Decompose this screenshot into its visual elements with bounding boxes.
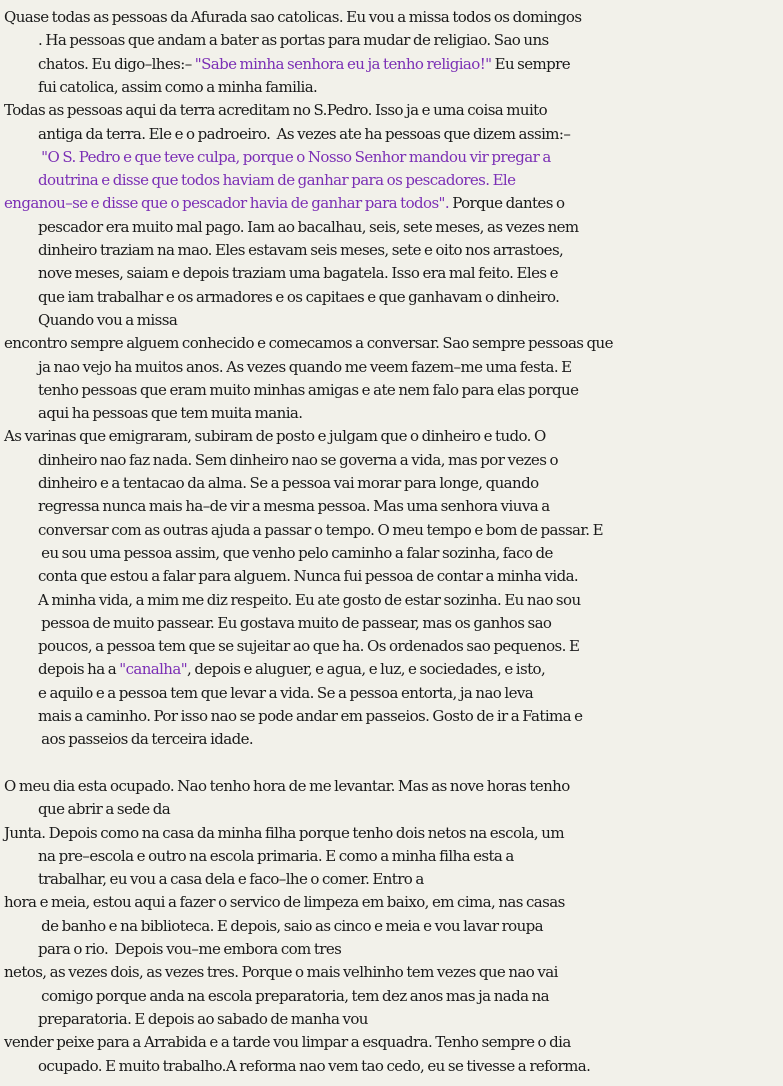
text-line	[4, 332, 783, 355]
text-segment: pescador era muito mal pago. Iam ao bacalhau, seis, sete meses, as vezes nem	[38, 217, 579, 236]
text-line	[38, 682, 783, 705]
text-segment: comigo porque anda na escola preparatoria, tem dez anos mas ja nada na	[38, 986, 550, 1005]
text-segment: depois ha a	[38, 660, 120, 679]
text-segment: encontro sempre alguem conhecido e comecamos a conversar. Sao sempre pessoas que	[4, 334, 613, 353]
text-line	[4, 1031, 783, 1054]
text-line	[38, 542, 783, 565]
text-segment: poucos, a pessoa tem que se sujeitar ao que ha. Os ordenados sao pequenos. E	[38, 637, 580, 656]
text-line	[38, 286, 783, 309]
text-segment: Porque dantes o	[449, 194, 565, 213]
text-segment: As varinas que emigraram, subiram de posto e julgam que o dinheiro e tudo. O	[4, 427, 546, 446]
text-line	[38, 76, 783, 99]
text-segment: dinheiro nao faz nada. Sem dinheiro nao se governa a vida, mas por vezes o	[38, 450, 558, 469]
text-line	[38, 1008, 783, 1031]
text-segment: dinheiro e a tentacao da alma. Se a pessoa vai morar para longe, quando	[38, 474, 539, 492]
text-line	[38, 472, 783, 495]
text-line	[38, 589, 783, 612]
text-segment: que iam trabalhar e os armadores e os capitaes e que ganhavam o dinheiro.	[38, 287, 560, 306]
text-segment: Eu sempre	[491, 54, 571, 73]
text-segment: conversar com as outras ajuda a passar o tempo. O meu tempo e bom de passar. E	[38, 520, 603, 539]
text-line	[4, 961, 783, 984]
text-segment: e aquilo e a pessoa tem que levar a vida. Se a pessoa entorta, ja nao leva	[38, 683, 534, 702]
text-line	[4, 99, 783, 122]
text-segment: de banho e na biblioteca. E depois, saio as cinco e meia e vou lavar roupa	[38, 916, 544, 935]
text-line	[38, 356, 783, 379]
text-segment: trabalhar, eu vou a casa dela e faco–lhe o comer. Entro a	[38, 870, 424, 889]
text-segment: Todas as pessoas aqui da terra acreditam no S.Pedro. Isso ja e uma coisa muito	[4, 101, 548, 120]
quoted-text: "O S. Pedro e que teve culpa, porque o Nosso Senhor mandou vir pregar a	[38, 147, 551, 166]
text-segment: Quase todas as pessoas da Afurada sao catolicas. Eu vou a missa todos os domingos	[4, 8, 582, 26]
text-segment: aqui ha pessoas que tem muita mania.	[38, 404, 303, 423]
text-line	[4, 6, 783, 29]
text-segment: nove meses, saiam e depois traziam uma bagatela. Isso era mal feito. Eles e	[38, 264, 558, 283]
text-segment: pessoa de muito passear. Eu gostava muito de passear, mas os ganhos sao	[38, 613, 552, 632]
text-line	[38, 798, 783, 821]
text-line	[38, 658, 783, 681]
text-line	[38, 495, 783, 518]
text-line	[38, 612, 783, 635]
text-segment: conta que estou a falar para alguem. Nunca fui pessoa de contar a minha vida.	[38, 567, 579, 586]
text-segment: A minha vida, a mim me diz respeito. Eu ate gosto de estar sozinha. Eu nao sou	[38, 590, 581, 609]
text-segment: regressa nunca mais ha–de vir a mesma pessoa. Mas uma senhora viuva a	[38, 497, 550, 516]
text-segment: mais a caminho. Por isso nao se pode andar em passeios. Gosto de ir a Fatima e	[38, 707, 583, 725]
text-line	[38, 262, 783, 285]
text-segment: aos passeios da terceira idade.	[38, 730, 254, 749]
text-segment: ocupado. E muito trabalho.A reforma nao vem tao cedo, eu se tivesse a reforma.	[38, 1056, 591, 1075]
text-segment: na pre–escola e outro na escola primaria. E como a minha filha esta a	[38, 846, 514, 865]
text-line	[38, 915, 783, 938]
text-line	[38, 146, 783, 169]
text-line	[4, 775, 783, 798]
text-line	[38, 449, 783, 472]
text-segment: dinheiro traziam na mao. Eles estavam seis meses, sete e oito nos arrastoes,	[38, 241, 564, 259]
text-line	[4, 891, 783, 914]
text-segment: eu sou uma pessoa assim, que venho pelo caminho a falar sozinha, faco de	[38, 543, 553, 562]
text-line	[38, 938, 783, 961]
text-line	[38, 519, 783, 542]
text-line	[38, 379, 783, 402]
text-segment: fui catolica, assim como a minha familia.	[38, 77, 318, 96]
text-line	[38, 169, 783, 192]
text-line	[38, 565, 783, 588]
quoted-text: "canalha"	[119, 660, 188, 679]
text-line	[38, 29, 783, 52]
text-segment: para o rio. Depois vou–me embora com tres	[38, 940, 342, 958]
text-segment: O meu dia esta ocupado. Nao tenho hora de me levantar. Mas as nove horas tenho	[4, 776, 570, 795]
text-segment: que abrir a sede da	[38, 800, 171, 819]
text-segment: netos, as vezes dois, as vezes tres. Porque o mais velhinho tem vezes que nao vai	[4, 963, 558, 982]
text-line	[4, 425, 783, 448]
text-line	[38, 53, 783, 76]
text-line	[38, 239, 783, 262]
text-segment: chatos. Eu digo–lhes:–	[38, 54, 195, 73]
quoted-text: enganou–se e disse que o pescador havia de ganhar para todos".	[4, 194, 450, 213]
text-segment: hora e meia, estou aqui a fazer o servico de limpeza em baixo, em cima, nas casas	[4, 893, 565, 912]
text-line	[38, 216, 783, 239]
text-line	[38, 123, 783, 146]
text-line	[38, 309, 783, 332]
text-line	[38, 845, 783, 868]
text-line	[38, 728, 783, 751]
quoted-text: "Sabe minha senhora eu ja tenho religiao!"	[194, 54, 492, 73]
text-segment: Junta. Depois como na casa da minha filha porque tenho dois netos na escola, um	[4, 823, 564, 842]
text-line	[38, 985, 783, 1008]
text-line	[38, 635, 783, 658]
text-segment: , depois e aluguer, e agua, e luz, e sociedades, e isto,	[187, 660, 546, 679]
text-line	[38, 868, 783, 891]
text-line	[38, 705, 783, 728]
text-segment: . Ha pessoas que andam a bater as portas para mudar de religiao. Sao uns	[38, 31, 549, 50]
quoted-text: doutrina e disse que todos haviam de ganhar para os pescadores. Ele	[38, 171, 516, 190]
text-line	[38, 1055, 783, 1078]
text-line	[4, 822, 783, 845]
text-line	[38, 402, 783, 425]
text-segment: ja nao vejo ha muitos anos. As vezes quando me veem fazem–me uma festa. E	[38, 357, 572, 376]
text-segment: tenho pessoas que eram muito minhas amigas e ate nem falo para elas porque	[38, 380, 579, 399]
text-segment: preparatoria. E depois ao sabado de manha vou	[38, 1009, 368, 1028]
text-line	[4, 192, 783, 215]
text-segment: antiga da terra. Ele e o padroeiro. As vezes ate ha pessoas que dizem assim:–	[38, 124, 571, 143]
text-segment: Quando vou a missa	[38, 310, 178, 329]
text-segment: vender peixe para a Arrabida e a tarde vou limpar a esquadra. Tenho sempre o dia	[4, 1033, 571, 1052]
